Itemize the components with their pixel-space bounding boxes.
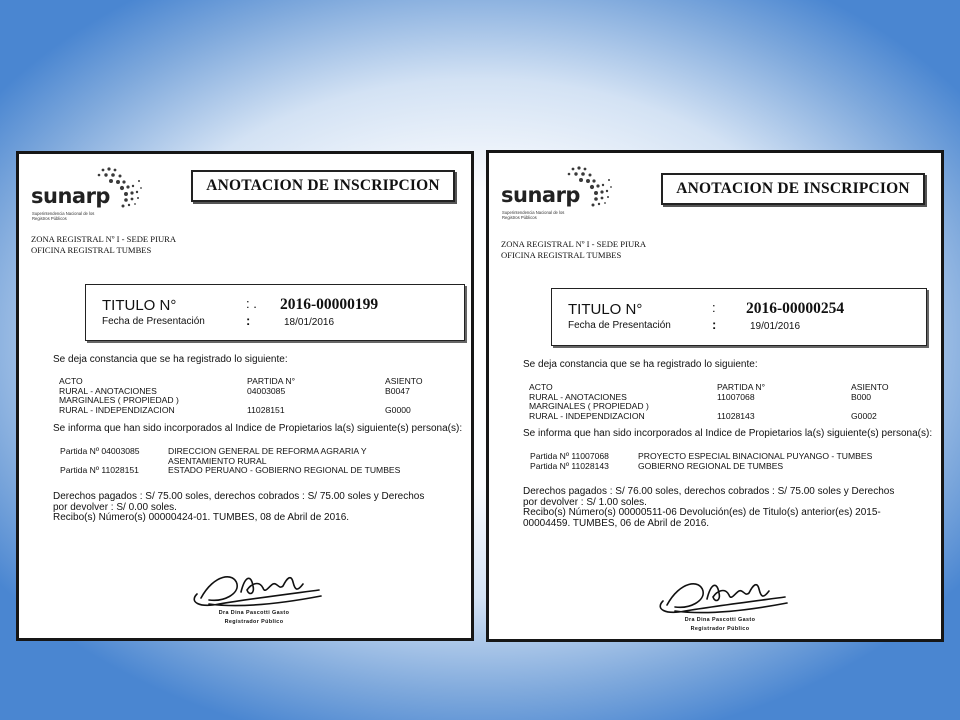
acto-column [59, 377, 179, 415]
propietario-partida: Partida Nº 11028151 [60, 465, 139, 475]
asiento-column [851, 383, 889, 421]
asiento-header: ASIENTO [851, 382, 889, 392]
acto-cell: RURAL - ANOTACIONES [59, 385, 157, 396]
office-line-zona: ZONA REGISTRAL Nº I - SEDE PIURA [501, 239, 647, 249]
acto-cell: RURAL - INDEPENDIZACION [529, 410, 645, 421]
partida-header: PARTIDA N° [247, 376, 296, 386]
asiento-column [385, 377, 423, 415]
constancia-text: Se deja constancia que se ha registrado lo siguiente: [523, 359, 758, 370]
fecha-value: 18/01/2016 [284, 317, 335, 328]
acto-cell: MARGINALES ( PROPIEDAD ) [529, 401, 649, 411]
fecha-colon: : [712, 317, 717, 332]
fecha-label: Fecha de Presentación [102, 316, 205, 327]
asiento-header: ASIENTO [385, 376, 423, 386]
fecha-colon: : [246, 313, 251, 328]
office-line-oficina: OFICINA REGISTRAL TUMBES [501, 250, 622, 260]
inscription-document-right [486, 150, 944, 642]
partida-column [247, 377, 295, 415]
informa-text: Se informa que han sido incorporados al Indice de Propietarios la(s) siguiente(s) persona(s): [53, 423, 463, 434]
propietario-name: GOBIERNO REGIONAL DE TUMBES [638, 460, 784, 471]
fecha-label: Fecha de Presentación [568, 320, 671, 331]
asiento-cell: B0047 [385, 385, 410, 396]
handwritten-signature [179, 564, 329, 610]
acto-column [529, 383, 649, 421]
partida-cell: 11028143 [717, 410, 755, 421]
signer-name: Dra Dina Pascotti Gasto [684, 617, 756, 623]
document-heading: ANOTACION DE INSCRIPCION [191, 170, 455, 202]
recibo-line: 00004459. TUMBES, 06 de Abril de 2016. [523, 517, 710, 529]
partida-cell: 04003085 [247, 385, 286, 396]
sunarp-dots-icon [93, 166, 145, 212]
derechos-line: por devolver : S/ 1.00 soles. [523, 496, 647, 508]
titulo-label: TITULO N° [102, 297, 177, 314]
asiento-cell: B000 [851, 391, 872, 402]
derechos-text [523, 487, 941, 529]
propietario-name: ESTADO PERUANO - GOBIERNO REGIONAL DE TUMBES [168, 465, 401, 475]
titulo-colon: : . [246, 296, 257, 311]
acto-cell: RURAL - INDEPENDIZACION [59, 404, 175, 415]
propietario-partida: Partida Nº 11007068 [530, 451, 609, 461]
propietario-partida: Partida Nº 04003085 [60, 446, 140, 456]
acto-header: ACTO [59, 376, 83, 386]
acto-cell: RURAL - ANOTACIONES [529, 391, 627, 402]
office-line-oficina: OFICINA REGISTRAL TUMBES [31, 245, 152, 255]
titulo-number: 2016-00000254 [746, 300, 845, 317]
titulo-box [85, 284, 465, 341]
sunarp-dots-icon [563, 165, 615, 211]
logo-subtitle: Superintendencia Nacional de los Registros Públicos [32, 211, 95, 221]
asiento-cell: G0002 [851, 410, 877, 421]
office-info [501, 239, 646, 261]
propietario-name-cont: ASENTAMIENTO RURAL [168, 455, 267, 466]
document-heading: ANOTACION DE INSCRIPCION [661, 173, 925, 205]
logo-wordmark: sunarp [31, 184, 110, 208]
derechos-text [53, 492, 465, 524]
constancia-text: Se deja constancia que se ha registrado lo siguiente: [53, 354, 288, 365]
informa-text: Se informa que han sido incorporados al Indice de Propietarios la(s) siguiente(s) persona(s): [523, 428, 933, 439]
partida-cell: 11028151 [247, 404, 285, 415]
sunarp-logo [501, 165, 619, 223]
office-line-zona: ZONA REGISTRAL Nº I - SEDE PIURA [31, 234, 177, 244]
sunarp-logo [31, 166, 149, 224]
derechos-line: por devolver : S/ 0.00 soles. [53, 501, 177, 513]
signer-role: Registrador Público [224, 619, 284, 625]
signer-role: Registrador Público [690, 626, 750, 632]
propietario-name: DIRECCION GENERAL DE REFORMA AGRARIA Y [168, 446, 367, 456]
logo-subtitle: Superintendencia Nacional de los Registros Públicos [502, 210, 565, 220]
logo-wordmark: sunarp [501, 183, 580, 207]
partida-header: PARTIDA N° [717, 382, 766, 392]
titulo-number: 2016-00000199 [280, 296, 379, 313]
derechos-line: Derechos pagados : S/ 75.00 soles, derechos cobrados : S/ 75.00 soles y Derechos [53, 491, 425, 502]
recibo-line: Recibo(s) Número(s) 00000511-06 Devolución(es) de Titulo(s) anterior(es) 2015- [523, 507, 881, 518]
fecha-value: 19/01/2016 [750, 321, 801, 332]
signature-block [179, 564, 329, 634]
partida-column [717, 383, 765, 421]
acto-header: ACTO [529, 382, 553, 392]
propietario-partida: Partida Nº 11028143 [530, 460, 609, 471]
titulo-colon: : [712, 300, 716, 315]
recibo-line: Recibo(s) Número(s) 00000424-01. TUMBES, 08 de Abril de 2016. [53, 512, 350, 523]
partida-cell: 11007068 [717, 391, 755, 402]
derechos-line: Derechos pagados : S/ 76.00 soles, derechos cobrados : S/ 75.00 soles y Derechos [523, 486, 895, 497]
propietario-name: PROYECTO ESPECIAL BINACIONAL PUYANGO - TUMBES [638, 451, 873, 461]
signature-block [645, 571, 795, 641]
handwritten-signature [645, 571, 795, 617]
titulo-label: TITULO N° [568, 301, 643, 318]
signer-name: Dra Dina Pascotti Gasto [218, 610, 290, 616]
acto-cell: MARGINALES ( PROPIEDAD ) [59, 395, 179, 405]
asiento-cell: G0000 [385, 404, 411, 415]
titulo-box [551, 288, 927, 346]
office-info [31, 234, 176, 256]
inscription-document-left [16, 151, 474, 641]
